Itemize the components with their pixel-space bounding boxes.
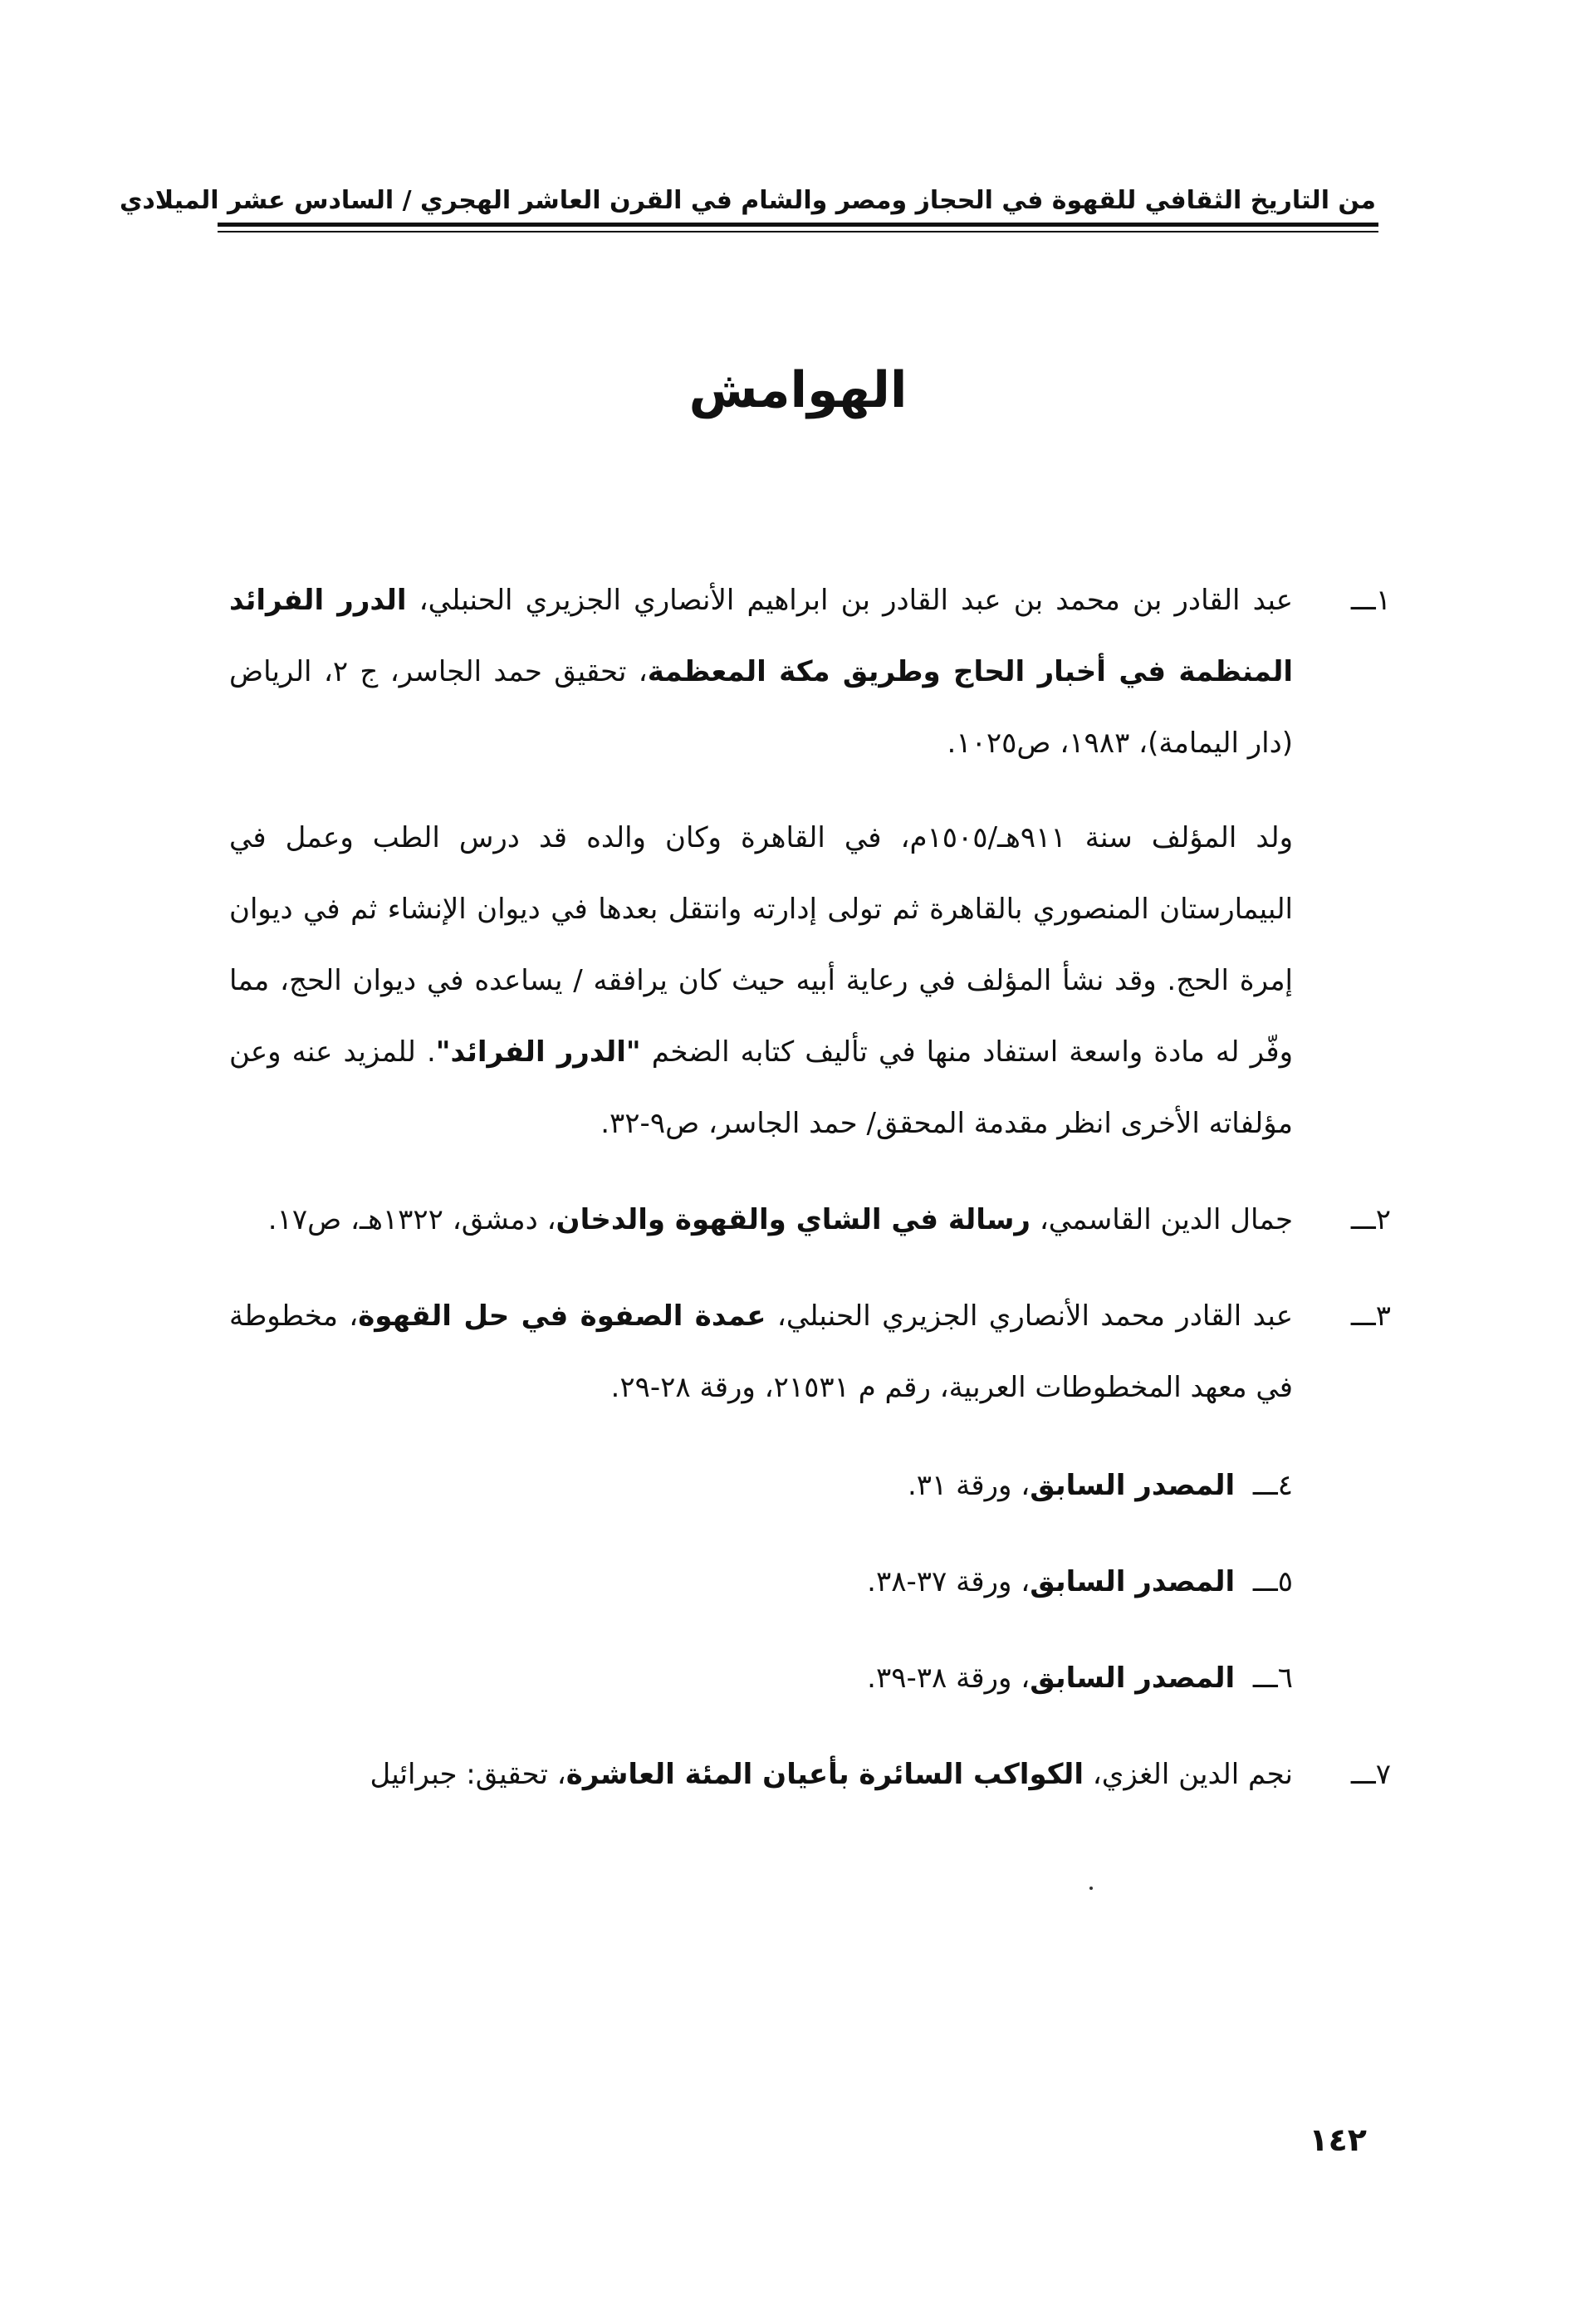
footnote-2 [229, 1184, 1391, 1255]
footnote-4 [229, 1450, 1293, 1521]
citation-title: رسالة في الشاي والقهوة والدخان [556, 1203, 1031, 1236]
header-rule-thin [218, 231, 1378, 232]
citation-details: ، تحقيق: جبرائيل [370, 1758, 566, 1791]
citation-details: ، تحقيق حمد الجاسر، ج ٢، الرياض (دار اليمامة)، ١٩٨٣، ص١٠٢٥. [229, 655, 1293, 760]
commentary-text-end: . للمزيد عنه وعن مؤلفاته الأخرى انظر مقدمة المحقق/ حمد الجاسر، ص٩-٣٢. [229, 1035, 1293, 1140]
running-header: من التاريخ الثقافي للقهوة في الحجاز ومصر والشام في القرن العاشر الهجري / السادس عشر الميلادي [119, 186, 1376, 215]
citation-title: المصدر السابق [1030, 1469, 1236, 1502]
footnote-number: ٤ـــ [1252, 1469, 1293, 1502]
footnote-7 [229, 1739, 1391, 1810]
page-title: الهوامش [688, 361, 908, 419]
citation-title: الكواكب السائرة بأعيان المئة العاشرة [565, 1758, 1084, 1791]
page-number: ١٤٢ [1309, 2122, 1367, 2158]
footnote-citation [229, 1280, 1293, 1423]
footnote-number: ١ـــ [1350, 584, 1391, 617]
header-rule-thick [218, 223, 1378, 227]
citation-details: ، ورقة ٣١. [907, 1469, 1031, 1502]
citation-title: المصدر السابق [1030, 1565, 1236, 1598]
citation-author: نجم الدين الغزي، [1083, 1758, 1293, 1791]
footnote-3 [229, 1280, 1391, 1423]
citation-title: عمدة الصفوة في حل القهوة [358, 1299, 766, 1333]
footnote-number: ٧ـــ [1350, 1758, 1391, 1791]
citation-author: عبد القادر محمد الأنصاري الجزيري الحنبلي، [766, 1299, 1293, 1333]
footnote-5 [229, 1546, 1293, 1618]
citation-details: ، ورقة ٣٧-٣٨. [867, 1565, 1031, 1598]
footnotes-list [229, 565, 1391, 1810]
citation-details: ، دمشق، ١٣٢٢هـ، ص١٧. [267, 1203, 556, 1236]
stray-dot [1089, 1887, 1093, 1890]
footnote-1 [229, 565, 1391, 1159]
footnote-number: ٣ـــ [1350, 1299, 1391, 1333]
footnote-citation [229, 1739, 1293, 1810]
citation-author: جمال الدين القاسمي، [1031, 1203, 1293, 1236]
footnote-citation [229, 1184, 1293, 1255]
citation-details: ، ورقة ٣٨-٣٩. [867, 1662, 1031, 1695]
footnote-commentary [229, 802, 1293, 1159]
citation-title: الدرر الفرائد المنظمة في أخبار الحاج وطريق مكة المعظمة [229, 584, 1293, 688]
citation-details: ، مخطوطة في معهد المخطوطات العربية، رقم م ٢١٥٣١، ورقة ٢٨-٢٩. [229, 1299, 1293, 1404]
footnote-6 [229, 1642, 1293, 1714]
citation-author: عبد القادر بن محمد بن عبد القادر بن ابراهيم الأنصاري الجزيري الحنبلي، [406, 584, 1293, 617]
footnote-citation [229, 565, 1293, 779]
citation-title: المصدر السابق [1030, 1662, 1236, 1695]
footnote-number: ٥ـــ [1252, 1565, 1293, 1598]
footnote-number: ٢ـــ [1350, 1203, 1391, 1236]
commentary-book-title: "الدرر الفرائد" [435, 1035, 641, 1069]
footnote-number: ٦ـــ [1252, 1662, 1293, 1695]
commentary-text: ولد المؤلف سنة ٩١١هـ/١٥٠٥م، في القاهرة وكان والده قد درس الطب وعمل في البيمارستان المنصوري بالقاهرة ثم تولى إدارته وانتقل بعدها في ديوان الإنشاء ثم في ديوان إمرة الحج. وقد نشأ المؤلف في رعاية أبيه حيث كان يرافقه / يساعده في ديوان الحج، مما وفّر له مادة واسعة استفاد منها في تأليف كتابه الضخم [229, 821, 1294, 1069]
